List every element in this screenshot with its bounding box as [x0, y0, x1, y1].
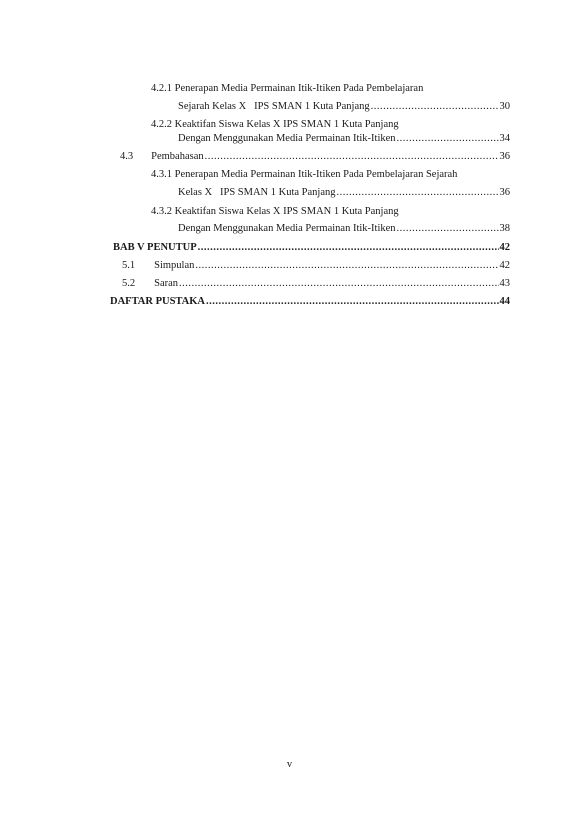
toc-page-number: 42 [499, 260, 510, 271]
toc-title-text: Pembahasan [151, 151, 204, 162]
toc-chapter-title: DAFTAR PUSTAKA [110, 296, 205, 307]
toc-entry-4-3-1-line2: Kelas X IPS SMAN 1 Kuta Panjang [178, 187, 336, 198]
page-number: v [286, 759, 293, 770]
toc-title-text: Saran [154, 278, 179, 289]
toc-entry-5-2[interactable] [122, 277, 510, 291]
toc-entry-daftar-pustaka[interactable] [110, 295, 510, 309]
toc-entry-4-2-1[interactable] [178, 100, 510, 114]
toc-title-text: Simpulan [154, 260, 195, 271]
toc-page-number: 38 [499, 223, 510, 234]
toc-entry-4-3-2-line1: 4.3.2 Keaktifan Siswa Kelas X IPS SMAN 1 Kuta Panjang [151, 206, 399, 217]
toc-entry-4-3-1-line1: 4.3.1 Penerapan Media Permainan Itik-Itiken Pada Pembelajaran Sejarah [151, 169, 458, 180]
toc-page-number: 36 [499, 187, 510, 198]
toc-section-number [120, 150, 204, 164]
dot-leader [179, 277, 498, 291]
dot-leader [198, 241, 499, 255]
toc-entry-5-1[interactable] [122, 259, 510, 273]
dot-leader [371, 100, 499, 114]
toc-section-number [122, 277, 178, 291]
dot-leader [206, 295, 499, 309]
toc-page-number: 44 [499, 296, 510, 307]
toc-page-number: 43 [499, 278, 510, 289]
toc-entry-4-2-2[interactable] [178, 132, 510, 146]
toc-section-number [122, 259, 194, 273]
toc-number-text: 5.2 [122, 278, 136, 289]
toc-entry-4-2-2-line2: Dengan Menggunakan Media Permainan Itik-Itiken [178, 133, 396, 144]
toc-entry-4-2-1-line2: Sejarah Kelas X IPS SMAN 1 Kuta Panjang [178, 101, 370, 112]
toc-page-number: 30 [499, 101, 510, 112]
dot-leader [397, 132, 499, 146]
dot-leader [195, 259, 498, 273]
dot-leader [397, 222, 499, 236]
toc-page-number: 42 [499, 242, 510, 253]
toc-entry-4-2-1-line1: 4.2.1 Penerapan Media Permainan Itik-Itiken Pada Pembelajaran [151, 83, 424, 94]
toc-entry-4-3-2[interactable] [178, 222, 510, 236]
toc-page-number: 36 [499, 151, 510, 162]
dot-leader [337, 186, 499, 200]
toc-page-number: 34 [499, 133, 510, 144]
toc-entry-4-3[interactable] [120, 150, 510, 164]
toc-entry-bab-5[interactable] [113, 241, 510, 255]
toc-number-text: 4.3 [120, 151, 134, 162]
toc-entry-4-3-2-line2: Dengan Menggunakan Media Permainan Itik-Itiken [178, 223, 396, 234]
toc-chapter-title: BAB V PENUTUP [113, 242, 197, 253]
toc-number-text: 5.1 [122, 260, 136, 271]
toc-entry-4-3-1[interactable] [178, 186, 510, 200]
dot-leader [205, 150, 499, 164]
toc-entry-4-2-2-line1: 4.2.2 Keaktifan Siswa Kelas X IPS SMAN 1 Kuta Panjang [151, 119, 399, 130]
